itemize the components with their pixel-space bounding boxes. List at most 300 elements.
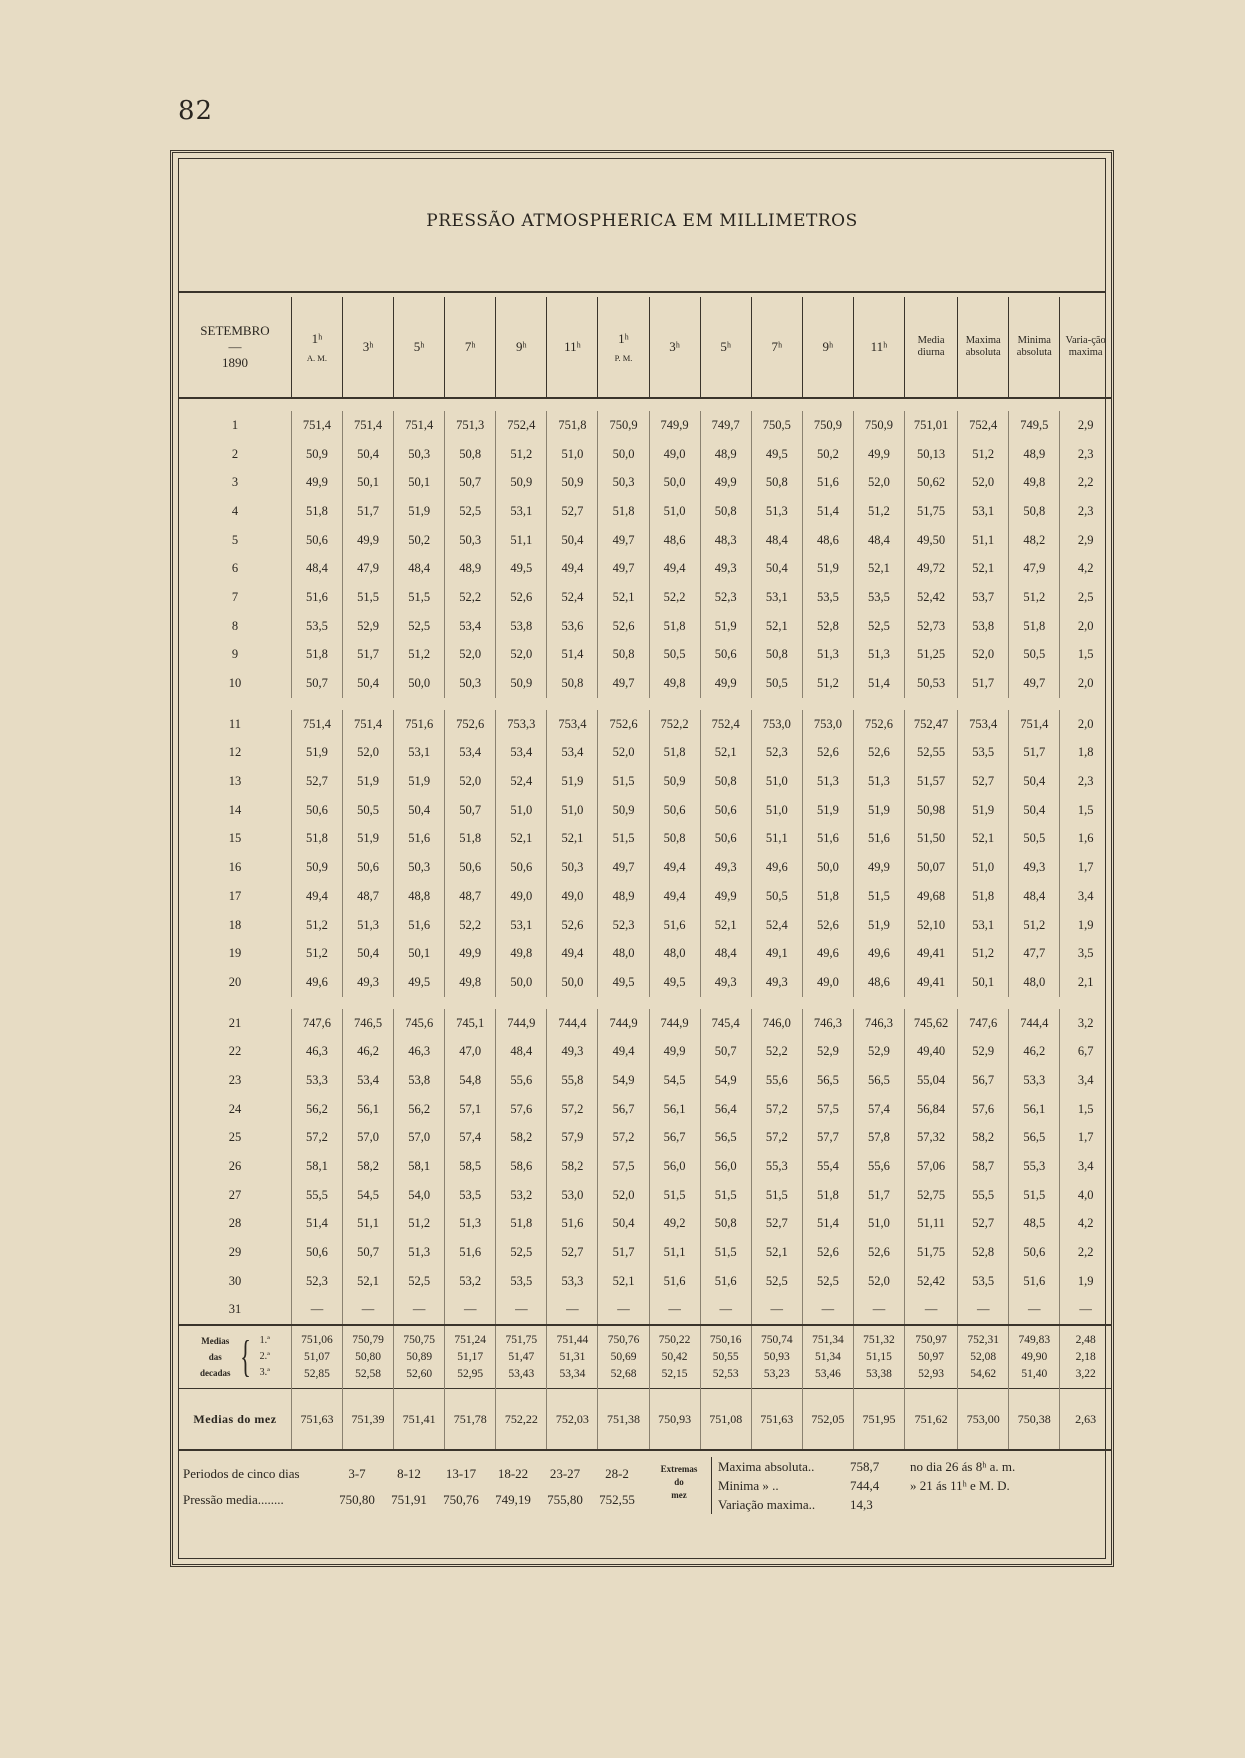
day-cell: 18 xyxy=(228,917,242,932)
value-cell: 51,25 xyxy=(905,641,958,670)
value-cell: 55,04 xyxy=(905,1066,958,1095)
value-cell: 52,5 xyxy=(394,1267,445,1296)
value-cell: 50,5 xyxy=(1009,825,1060,854)
value-cell: 49,4 xyxy=(649,554,700,583)
header-hour: 7ʰ xyxy=(445,297,496,398)
medias-mez-value: 751,41 xyxy=(394,1389,445,1451)
value-cell: 48,4 xyxy=(291,554,342,583)
medias-value-cell: 751,32 51,15 53,38 xyxy=(853,1325,904,1389)
value-cell: 745,1 xyxy=(445,1009,496,1038)
value-cell: 51,8 xyxy=(1009,612,1060,641)
value-cell: 51,2 xyxy=(958,440,1009,469)
value-cell: 50,6 xyxy=(1009,1238,1060,1267)
table-row xyxy=(179,411,1111,440)
value-cell: 47,9 xyxy=(1009,554,1060,583)
value-cell: 53,1 xyxy=(496,911,547,940)
value-cell: 49,8 xyxy=(649,669,700,698)
value-cell: 50,4 xyxy=(598,1210,649,1239)
value-cell: 52,7 xyxy=(958,1210,1009,1239)
value-cell: 51,0 xyxy=(853,1210,904,1239)
value-cell: 49,6 xyxy=(853,939,904,968)
value-cell: — xyxy=(958,1296,1009,1326)
value-cell: 52,5 xyxy=(496,1238,547,1267)
value-cell: 52,9 xyxy=(802,1037,853,1066)
value-cell: 50,8 xyxy=(547,669,598,698)
value-cell: 57,0 xyxy=(343,1124,394,1153)
day-cell: 9 xyxy=(231,647,239,662)
value-cell: 6,7 xyxy=(1060,1037,1111,1066)
value-cell: 51,8 xyxy=(649,612,700,641)
table-row xyxy=(179,1296,1111,1326)
value-cell: 51,9 xyxy=(394,767,445,796)
value-cell: 51,7 xyxy=(958,669,1009,698)
value-cell: 51,3 xyxy=(802,767,853,796)
day-cell: 21 xyxy=(228,1015,242,1030)
value-cell: 51,4 xyxy=(802,1210,853,1239)
value-cell: 744,9 xyxy=(598,1009,649,1038)
value-cell: 52,6 xyxy=(496,583,547,612)
value-cell: 56,5 xyxy=(1009,1124,1060,1153)
value-cell: 50,0 xyxy=(598,440,649,469)
value-cell: 50,3 xyxy=(394,440,445,469)
value-cell: 52,5 xyxy=(853,612,904,641)
value-cell: 52,9 xyxy=(853,1037,904,1066)
value-cell: 50,7 xyxy=(445,468,496,497)
value-cell: 57,6 xyxy=(958,1095,1009,1124)
value-cell: 52,7 xyxy=(291,767,342,796)
value-cell: 52,0 xyxy=(598,739,649,768)
value-cell: 749,5 xyxy=(1009,411,1060,440)
medias-mez-value: 751,63 xyxy=(751,1389,802,1451)
value-cell: 54,0 xyxy=(394,1181,445,1210)
value-cell: 49,9 xyxy=(700,669,751,698)
value-cell: 52,10 xyxy=(905,911,958,940)
value-cell: 51,0 xyxy=(958,853,1009,882)
day-cell: 6 xyxy=(231,561,239,576)
day-cell: 5 xyxy=(231,532,239,547)
value-cell: 49,3 xyxy=(700,853,751,882)
value-cell: 51,2 xyxy=(496,440,547,469)
value-cell: 51,7 xyxy=(853,1181,904,1210)
value-cell: 751,4 xyxy=(394,411,445,440)
value-cell: 52,1 xyxy=(751,1238,802,1267)
value-cell: 52,2 xyxy=(445,583,496,612)
table-row xyxy=(179,497,1111,526)
table-row xyxy=(179,440,1111,469)
value-cell: 49,4 xyxy=(291,882,342,911)
medias-mez-value: 752,22 xyxy=(496,1389,547,1451)
value-cell: 50,07 xyxy=(905,853,958,882)
value-cell: 51,2 xyxy=(853,497,904,526)
value-cell: 50,8 xyxy=(649,825,700,854)
value-cell: 745,6 xyxy=(394,1009,445,1038)
extrema-line: Minima » .. 744,4 » 21 ás 11ʰ e M. D. xyxy=(718,1478,1010,1493)
value-cell: 49,9 xyxy=(700,468,751,497)
value-cell: 49,4 xyxy=(649,882,700,911)
value-cell: 57,2 xyxy=(291,1124,342,1153)
table-row xyxy=(179,767,1111,796)
value-cell: 57,1 xyxy=(445,1095,496,1124)
value-cell: 52,0 xyxy=(598,1181,649,1210)
value-cell: 51,11 xyxy=(905,1210,958,1239)
header-hour: 1ʰ P. M. xyxy=(598,297,649,398)
value-cell: 49,40 xyxy=(905,1037,958,1066)
value-cell: 51,2 xyxy=(291,911,342,940)
periodo-range: 28-2 xyxy=(605,1466,629,1481)
value-cell: 49,9 xyxy=(291,468,342,497)
value-cell: 51,6 xyxy=(291,583,342,612)
value-cell: 50,2 xyxy=(394,526,445,555)
value-cell: 48,9 xyxy=(445,554,496,583)
value-cell: — xyxy=(751,1296,802,1326)
value-cell: 51,4 xyxy=(853,669,904,698)
value-cell: 53,5 xyxy=(853,583,904,612)
extrema-line: Maxima absoluta.. 758,7 no dia 26 ás 8ʰ a. m. xyxy=(718,1459,1016,1474)
header-hour: 3ʰ xyxy=(343,297,394,398)
value-cell: 48,3 xyxy=(700,526,751,555)
value-cell: 48,6 xyxy=(853,968,904,997)
value-cell: 50,5 xyxy=(751,882,802,911)
value-cell: 58,6 xyxy=(496,1152,547,1181)
value-cell: 51,0 xyxy=(751,767,802,796)
table-row xyxy=(179,1267,1111,1296)
medias-words: Medias das decadas xyxy=(200,1336,231,1379)
value-cell: 48,6 xyxy=(802,526,853,555)
value-cell: 50,6 xyxy=(291,796,342,825)
value-cell: 50,6 xyxy=(445,853,496,882)
value-cell: 51,8 xyxy=(649,739,700,768)
value-cell: 49,9 xyxy=(445,939,496,968)
value-cell: 48,4 xyxy=(853,526,904,555)
value-cell: — xyxy=(700,1296,751,1326)
medias-value-cell: 750,97 50,97 52,93 xyxy=(905,1325,958,1389)
value-cell: 50,9 xyxy=(291,440,342,469)
value-cell: 58,2 xyxy=(496,1124,547,1153)
value-cell: 48,4 xyxy=(496,1037,547,1066)
value-cell: 53,4 xyxy=(343,1066,394,1095)
value-cell: 49,3 xyxy=(751,968,802,997)
value-cell: 51,9 xyxy=(291,739,342,768)
value-cell: 51,1 xyxy=(343,1210,394,1239)
value-cell: 52,2 xyxy=(751,1037,802,1066)
value-cell: — xyxy=(343,1296,394,1326)
value-cell: 51,8 xyxy=(496,1210,547,1239)
value-cell: 50,8 xyxy=(700,1210,751,1239)
value-cell: 51,8 xyxy=(958,882,1009,911)
value-cell: 49,9 xyxy=(700,882,751,911)
value-cell: 48,4 xyxy=(751,526,802,555)
pressure-table xyxy=(179,297,1111,1451)
value-cell: 50,0 xyxy=(394,669,445,698)
table-row xyxy=(179,1037,1111,1066)
value-cell: 46,2 xyxy=(1009,1037,1060,1066)
value-cell: 54,5 xyxy=(343,1181,394,1210)
value-cell: 53,3 xyxy=(1009,1066,1060,1095)
value-cell: 52,6 xyxy=(802,1238,853,1267)
value-cell: — xyxy=(802,1296,853,1326)
table-row xyxy=(179,796,1111,825)
value-cell: 55,4 xyxy=(802,1152,853,1181)
medias-value-cell: 750,79 50,80 52,58 xyxy=(343,1325,394,1389)
medias-value-cell: 750,76 50,69 52,68 xyxy=(598,1325,649,1389)
header-hour: 3ʰ xyxy=(649,297,700,398)
value-cell: 752,4 xyxy=(958,411,1009,440)
medias-mez-value: 751,63 xyxy=(291,1389,342,1451)
value-cell: 3,2 xyxy=(1060,1009,1111,1038)
value-cell: 51,2 xyxy=(802,669,853,698)
value-cell: 51,9 xyxy=(343,825,394,854)
value-cell: 52,1 xyxy=(547,825,598,854)
value-cell: 53,1 xyxy=(496,497,547,526)
value-cell: 53,4 xyxy=(445,612,496,641)
header-row xyxy=(179,297,1111,398)
value-cell: 56,2 xyxy=(291,1095,342,1124)
value-cell: 50,62 xyxy=(905,468,958,497)
pressao-value: 750,80 xyxy=(339,1492,375,1507)
value-cell: 52,0 xyxy=(445,641,496,670)
value-cell: 49,3 xyxy=(343,968,394,997)
value-cell: 51,6 xyxy=(853,825,904,854)
value-cell: 53,0 xyxy=(547,1181,598,1210)
value-cell: 57,5 xyxy=(598,1152,649,1181)
value-cell: 50,1 xyxy=(958,968,1009,997)
value-cell: 751,4 xyxy=(291,710,342,739)
value-cell: 52,7 xyxy=(547,497,598,526)
value-cell: 53,5 xyxy=(802,583,853,612)
value-cell: 49,9 xyxy=(853,853,904,882)
value-cell: 751,4 xyxy=(291,411,342,440)
value-cell: 53,4 xyxy=(445,739,496,768)
value-cell: 751,3 xyxy=(445,411,496,440)
value-cell: 50,6 xyxy=(649,796,700,825)
value-cell: 1,9 xyxy=(1060,1267,1111,1296)
table-inner xyxy=(178,158,1106,1559)
value-cell: — xyxy=(445,1296,496,1326)
day-cell: 14 xyxy=(228,802,242,817)
medias-value-cell: 2,48 2,18 3,22 xyxy=(1060,1325,1111,1389)
value-cell: 51,2 xyxy=(1009,911,1060,940)
value-cell: 48,7 xyxy=(445,882,496,911)
value-cell: 1,5 xyxy=(1060,796,1111,825)
value-cell: 49,3 xyxy=(700,968,751,997)
value-cell: 56,0 xyxy=(700,1152,751,1181)
value-cell: 1,6 xyxy=(1060,825,1111,854)
value-cell: 53,5 xyxy=(445,1181,496,1210)
value-cell: 50,4 xyxy=(394,796,445,825)
value-cell: 2,9 xyxy=(1060,411,1111,440)
value-cell: 53,1 xyxy=(394,739,445,768)
value-cell: 52,0 xyxy=(853,468,904,497)
value-cell: 56,84 xyxy=(905,1095,958,1124)
medias-value-cell: 751,75 51,47 53,43 xyxy=(496,1325,547,1389)
value-cell: 52,0 xyxy=(958,641,1009,670)
value-cell: 751,8 xyxy=(547,411,598,440)
value-cell: 51,9 xyxy=(958,796,1009,825)
value-cell: 50,7 xyxy=(343,1238,394,1267)
day-cell: 17 xyxy=(228,888,242,903)
value-cell: 52,55 xyxy=(905,739,958,768)
header-hour: 5ʰ xyxy=(394,297,445,398)
value-cell: 2,0 xyxy=(1060,612,1111,641)
value-cell: 51,0 xyxy=(496,796,547,825)
value-cell: 2,0 xyxy=(1060,669,1111,698)
value-cell: 48,9 xyxy=(700,440,751,469)
value-cell: — xyxy=(1009,1296,1060,1326)
value-cell: 56,1 xyxy=(649,1095,700,1124)
table-row xyxy=(179,1095,1111,1124)
value-cell: 49,0 xyxy=(802,968,853,997)
value-cell: 49,4 xyxy=(547,939,598,968)
value-cell: 3,4 xyxy=(1060,882,1111,911)
table-row xyxy=(179,882,1111,911)
value-cell: 51,8 xyxy=(291,825,342,854)
value-cell: 53,5 xyxy=(291,612,342,641)
medias-mez-value: 751,95 xyxy=(853,1389,904,1451)
value-cell: 47,0 xyxy=(445,1037,496,1066)
value-cell: 51,3 xyxy=(394,1238,445,1267)
day-cell: 7 xyxy=(231,589,239,604)
decade-gap xyxy=(179,698,1111,710)
value-cell: 49,8 xyxy=(445,968,496,997)
value-cell: 51,1 xyxy=(649,1238,700,1267)
value-cell: 50,3 xyxy=(598,468,649,497)
value-cell: 56,5 xyxy=(802,1066,853,1095)
value-cell: 750,9 xyxy=(802,411,853,440)
value-cell: 52,3 xyxy=(291,1267,342,1296)
value-cell: 52,3 xyxy=(751,739,802,768)
value-cell: 50,0 xyxy=(547,968,598,997)
value-cell: 51,4 xyxy=(547,641,598,670)
value-cell: 752,6 xyxy=(598,710,649,739)
pressao-label: Pressão media........ xyxy=(183,1492,284,1507)
title-rule xyxy=(179,291,1105,293)
periodos-block xyxy=(183,1461,643,1513)
value-cell: 50,7 xyxy=(700,1037,751,1066)
value-cell: 46,3 xyxy=(394,1037,445,1066)
value-cell: 51,75 xyxy=(905,497,958,526)
value-cell: 54,9 xyxy=(700,1066,751,1095)
value-cell: 51,2 xyxy=(394,1210,445,1239)
value-cell: 52,1 xyxy=(343,1267,394,1296)
value-cell: — xyxy=(649,1296,700,1326)
table-row xyxy=(179,1066,1111,1095)
value-cell: 49,5 xyxy=(751,440,802,469)
value-cell: 747,6 xyxy=(291,1009,342,1038)
value-cell: 52,1 xyxy=(598,583,649,612)
value-cell: 49,5 xyxy=(649,968,700,997)
medias-mez-value: 751,39 xyxy=(343,1389,394,1451)
value-cell: 49,4 xyxy=(598,1037,649,1066)
value-cell: 52,0 xyxy=(445,767,496,796)
medias-value-cell: 749,83 49,90 51,40 xyxy=(1009,1325,1060,1389)
value-cell: 52,75 xyxy=(905,1181,958,1210)
page-number: 82 xyxy=(178,96,214,126)
value-cell: 50,5 xyxy=(649,641,700,670)
day-cell: 24 xyxy=(228,1101,242,1116)
value-cell: 51,1 xyxy=(751,825,802,854)
day-cell: 23 xyxy=(228,1072,242,1087)
table-row xyxy=(179,612,1111,641)
value-cell: 57,2 xyxy=(598,1124,649,1153)
medias-ordinals: 1.ª 2.ª 3.ª xyxy=(259,1335,270,1379)
value-cell: 50,9 xyxy=(496,468,547,497)
periodos-row xyxy=(183,1461,643,1487)
value-cell: 751,4 xyxy=(1009,710,1060,739)
table-row xyxy=(179,739,1111,768)
value-cell: 51,8 xyxy=(291,641,342,670)
medias-value-cell: 752,31 52,08 54,62 xyxy=(958,1325,1009,1389)
value-cell: 51,8 xyxy=(291,497,342,526)
value-cell: 4,2 xyxy=(1060,1210,1111,1239)
value-cell: 2,3 xyxy=(1060,440,1111,469)
value-cell: 745,4 xyxy=(700,1009,751,1038)
value-cell: 51,7 xyxy=(598,1238,649,1267)
value-cell: 51,5 xyxy=(598,825,649,854)
day-cell: 20 xyxy=(228,974,242,989)
value-cell: 751,4 xyxy=(343,710,394,739)
value-cell: 51,3 xyxy=(853,767,904,796)
value-cell: 749,7 xyxy=(700,411,751,440)
medias-value-cell: 751,44 51,31 53,34 xyxy=(547,1325,598,1389)
medias-mez-row xyxy=(179,1389,1111,1451)
value-cell: 50,13 xyxy=(905,440,958,469)
value-cell: 51,2 xyxy=(958,939,1009,968)
table-row xyxy=(179,939,1111,968)
value-cell: 49,6 xyxy=(291,968,342,997)
value-cell: 58,2 xyxy=(958,1124,1009,1153)
value-cell: 49,3 xyxy=(1009,853,1060,882)
value-cell: 50,0 xyxy=(802,853,853,882)
pressao-value: 749,19 xyxy=(495,1492,531,1507)
value-cell: 49,4 xyxy=(649,853,700,882)
value-cell: 47,9 xyxy=(343,554,394,583)
value-cell: 2,5 xyxy=(1060,583,1111,612)
value-cell: 52,4 xyxy=(751,911,802,940)
pressao-value: 752,55 xyxy=(599,1492,635,1507)
value-cell: 57,6 xyxy=(496,1095,547,1124)
medias-mez-value: 752,05 xyxy=(802,1389,853,1451)
value-cell: 52,6 xyxy=(802,739,853,768)
value-cell: 58,1 xyxy=(291,1152,342,1181)
value-cell: 51,6 xyxy=(649,911,700,940)
value-cell: 50,4 xyxy=(1009,796,1060,825)
value-cell: 56,1 xyxy=(343,1095,394,1124)
table-row xyxy=(179,968,1111,997)
value-cell: — xyxy=(853,1296,904,1326)
value-cell: 48,9 xyxy=(1009,440,1060,469)
value-cell: 52,5 xyxy=(394,612,445,641)
value-cell: 53,8 xyxy=(496,612,547,641)
value-cell: 51,6 xyxy=(1009,1267,1060,1296)
value-cell: 49,68 xyxy=(905,882,958,911)
value-cell: 48,6 xyxy=(649,526,700,555)
value-cell: 52,4 xyxy=(547,583,598,612)
extrema-line: Variação maxima.. 14,3 xyxy=(718,1497,873,1512)
value-cell: 48,8 xyxy=(394,882,445,911)
value-cell: 48,0 xyxy=(598,939,649,968)
value-cell: 50,4 xyxy=(343,939,394,968)
value-cell: 50,5 xyxy=(751,669,802,698)
value-cell: 1,9 xyxy=(1060,911,1111,940)
value-cell: 52,5 xyxy=(751,1267,802,1296)
value-cell: 751,6 xyxy=(394,710,445,739)
value-cell: 51,4 xyxy=(291,1210,342,1239)
value-cell: 2,0 xyxy=(1060,710,1111,739)
value-cell: 50,6 xyxy=(700,825,751,854)
value-cell: 53,5 xyxy=(958,739,1009,768)
value-cell: 51,0 xyxy=(547,796,598,825)
value-cell: 51,2 xyxy=(1009,583,1060,612)
